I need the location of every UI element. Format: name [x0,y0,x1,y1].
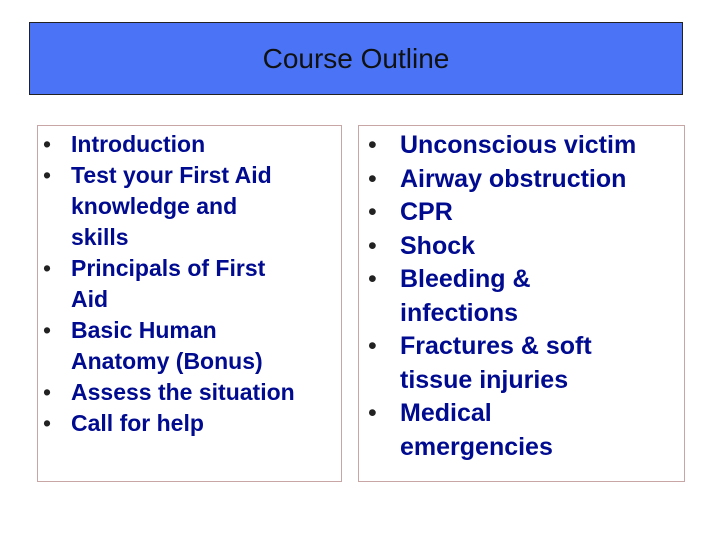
bullet-icon: • [368,265,377,293]
list-item-text: Airway obstruction [400,164,627,193]
list-item-text: Basic Human [71,317,217,343]
list-item-text: Introduction [71,131,206,157]
bullet-icon: • [368,231,377,260]
list-item-text: Aid [71,286,109,312]
list-item [359,263,684,330]
bullet-icon: • [43,317,52,343]
bullet-icon: • [43,255,52,281]
list-item [359,330,684,397]
list-item-text: Test your First Aid [71,162,272,188]
bullet-icon: • [43,162,52,188]
bullet-icon: • [368,131,377,159]
list-item [38,129,341,160]
list-item-text: Medical [400,399,492,427]
bullet-icon: • [368,332,377,360]
list-item-text: Assess the situation [71,379,295,405]
left-bullet-list [38,126,341,439]
right-bullet-list [359,126,684,464]
slide-title: Course Outline [262,42,450,74]
list-item-text: Anatomy (Bonus) [71,348,263,374]
list-item-text: skills [71,224,129,250]
bullet-icon: • [43,379,52,405]
list-item-text: Principals of First [71,255,266,281]
list-item-text: infections [400,298,519,327]
bullet-icon: • [368,198,377,226]
list-item [38,408,341,439]
list-item-text: Shock [400,231,476,260]
list-item-text: Call for help [71,410,204,436]
list-item [38,377,341,408]
bullet-icon: • [43,410,52,436]
list-item [359,163,684,197]
list-item-text: CPR [400,198,453,226]
bullet-icon: • [43,131,52,157]
list-item [359,230,684,264]
list-item-text: Unconscious victim [400,131,637,159]
list-item [359,397,684,464]
title-banner [29,22,683,95]
list-item [359,196,684,230]
list-item-text: emergencies [400,432,553,461]
list-item [38,160,341,253]
list-item-text: knowledge and [71,193,238,219]
bullet-icon: • [368,399,377,427]
list-item [38,315,341,377]
list-item [359,129,684,163]
bullet-icon: • [368,164,377,193]
right-column [358,125,685,482]
list-item-text: tissue injuries [400,365,569,394]
list-item-text: Fractures & soft [400,332,592,360]
left-column [37,125,342,482]
list-item-text: Bleeding & [400,265,531,293]
list-item [38,253,341,315]
